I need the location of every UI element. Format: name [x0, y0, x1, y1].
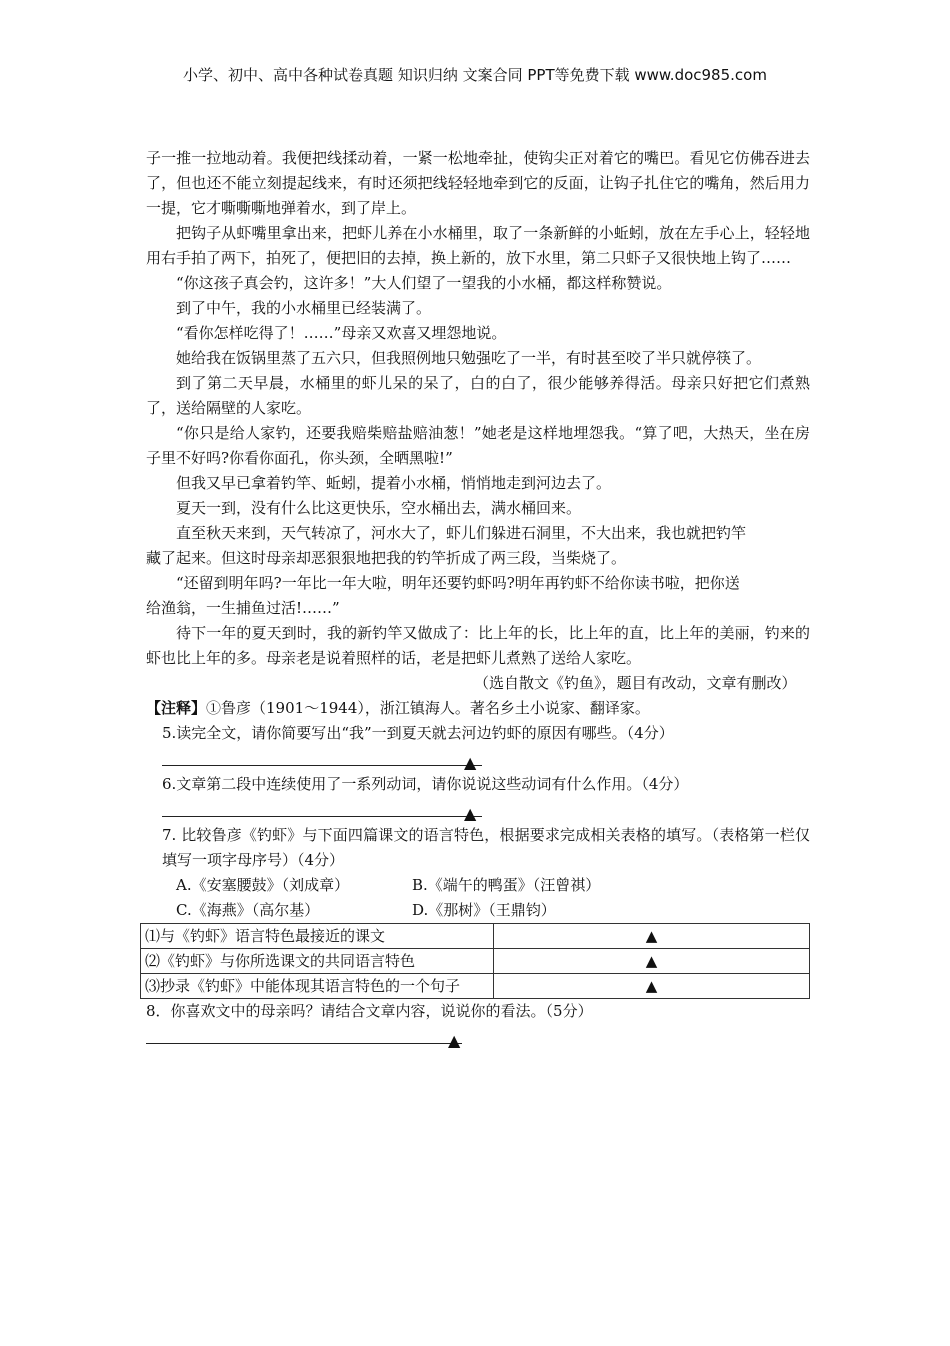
option-d: D.《那树》（王鼎钧）: [412, 901, 556, 919]
option-b: B.《端午的鸭蛋》（汪曾祺）: [412, 876, 601, 894]
question-8: 8．你喜欢文中的母亲吗？请结合文章内容，说说你的看法。（5分）: [146, 1002, 593, 1020]
passage-paragraph: 但我又早已拿着钓竿、蚯蚓，提着小水桶，悄悄地走到河边去了。: [176, 474, 612, 492]
option-a: A.《安塞腰鼓》（刘成章）: [176, 876, 350, 894]
page-header: 小学、初中、高中各种试卷真题 知识归纳 文案合同 PPT等免费下载 www.doc985.com: [183, 66, 767, 84]
table-answer-cell[interactable]: [494, 924, 810, 949]
answer-underline: [162, 816, 482, 817]
passage-paragraph: 到了中午，我的小水桶里已经装满了。: [176, 299, 432, 317]
answer-blank-6[interactable]: [146, 797, 810, 823]
table-row: [141, 949, 810, 974]
table-row-label: ⑴与《钓虾》语言特色最接近的课文: [141, 924, 494, 949]
table-row-label: ⑵《钓虾》与你所选课文的共同语言特色: [141, 949, 494, 974]
answer-marker: ▲: [448, 1031, 461, 1050]
passage-paragraph: 她给我在饭锅里蒸了五六只，但我照例地只勉强吃了一半，有时甚至咬了半只就停筷了。: [176, 349, 762, 367]
passage-paragraph: 藏了起来。但这时母亲却恶狠狠地把我的钓竿折成了两三段，当柴烧了。: [146, 549, 627, 567]
passage-paragraph: 给渔翁，一生捕鱼过活!……”: [146, 599, 340, 617]
passage-paragraph: 到了第二天早晨，水桶里的虾儿呆的呆了，白的白了，很少能够养得活。母亲只好把它们煮熟了，送给隔壁的人家吃。: [146, 374, 810, 417]
source-citation: （选自散文《钓鱼》，题目有改动，文章有删改）: [474, 674, 797, 692]
answer-marker: ▲: [645, 952, 658, 970]
table-answer-cell[interactable]: [494, 949, 810, 974]
passage-paragraph: 夏天一到，没有什么比这更快乐，空水桶出去，满水桶回来。: [176, 499, 582, 517]
passage-paragraph: 子一推一拉地动着。我便把线揉动着，一紧一松地牵扯，使钩尖正对着它的嘴巴。看见它仿佛吞进去了，但也还不能立刻提起线来，有时还须把线轻轻地牵到它的反面，让钩子扎住它的嘴角，然后用力一提，它才嘶嘶嘶地弹着水，到了岸上。: [146, 149, 810, 217]
table-row-label: ⑶抄录《钓虾》中能体现其语言特色的一个句子: [141, 974, 494, 999]
annotation: [146, 696, 810, 721]
passage-paragraph: 把钩子从虾嘴里拿出来，把虾儿养在小水桶里，取了一条新鲜的小蚯蚓，放在左手心上，轻轻地用右手拍了两下，拍死了，便把旧的去掉，换上新的，放下水里，第二只虾子又很快地上钩了……: [146, 224, 810, 267]
annotation-text: ①鲁彦（1901～1944），浙江镇海人。著名乡土小说家、翻译家。: [206, 699, 650, 717]
answer-marker: ▲: [464, 753, 477, 772]
question-6: 6.文章第二段中连续使用了一系列动词，请你说说这些动词有什么作用。（4分）: [162, 775, 689, 793]
question-7: 7. 比较鲁彦《钓虾》与下面四篇课文的语言特色，根据要求完成相关表格的填写。（表格第一栏仅填写一项字母序号）（4分）: [162, 826, 810, 869]
question-5: 5.读完全文，请你简要写出“我”一到夏天就去河边钓虾的原因有哪些。（4分）: [162, 724, 674, 742]
option-c: C.《海燕》（高尔基）: [176, 901, 320, 919]
answer-underline: [162, 765, 482, 766]
passage-paragraph: “你这孩子真会钓，这许多！”大人们望了一望我的小水桶，都这样称赞说。: [176, 274, 672, 292]
table-row: [141, 974, 810, 999]
answer-blank-8[interactable]: [146, 1024, 810, 1050]
table-answer-cell[interactable]: [494, 974, 810, 999]
table-row: [141, 924, 810, 949]
exam-content: [146, 146, 810, 1050]
question-7-table: [140, 923, 810, 999]
answer-marker: ▲: [464, 804, 477, 823]
annotation-label: 【注释】: [146, 699, 207, 717]
answer-blank-5[interactable]: [146, 746, 810, 772]
passage-paragraph: “还留到明年吗?一年比一年大啦，明年还要钓虾吗?明年再钓虾不给你读书啦，把你送: [176, 574, 740, 592]
answer-marker: ▲: [645, 977, 658, 995]
passage-paragraph: “你只是给人家钓，还要我赔柴赔盐赔油葱！”她老是这样地埋怨我。“算了吧，大热天，坐在房子里不好吗?你看你面孔，你头颈，全晒黑啦!”: [146, 424, 810, 467]
passage-paragraph: 直至秋天来到，天气转凉了，河水大了，虾儿们躲进石洞里，不大出来，我也就把钓竿: [176, 524, 747, 542]
answer-marker: ▲: [645, 927, 658, 945]
answer-underline: [146, 1043, 462, 1044]
passage-paragraph: 待下一年的夏天到时，我的新钓竿又做成了：比上年的长，比上年的直，比上年的美丽，钓来的虾也比上年的多。母亲老是说着照样的话，老是把虾儿煮熟了送给人家吃。: [146, 624, 810, 667]
passage-paragraph: “看你怎样吃得了！……”母亲又欢喜又埋怨地说。: [176, 324, 507, 342]
question-7-options: [146, 873, 810, 923]
